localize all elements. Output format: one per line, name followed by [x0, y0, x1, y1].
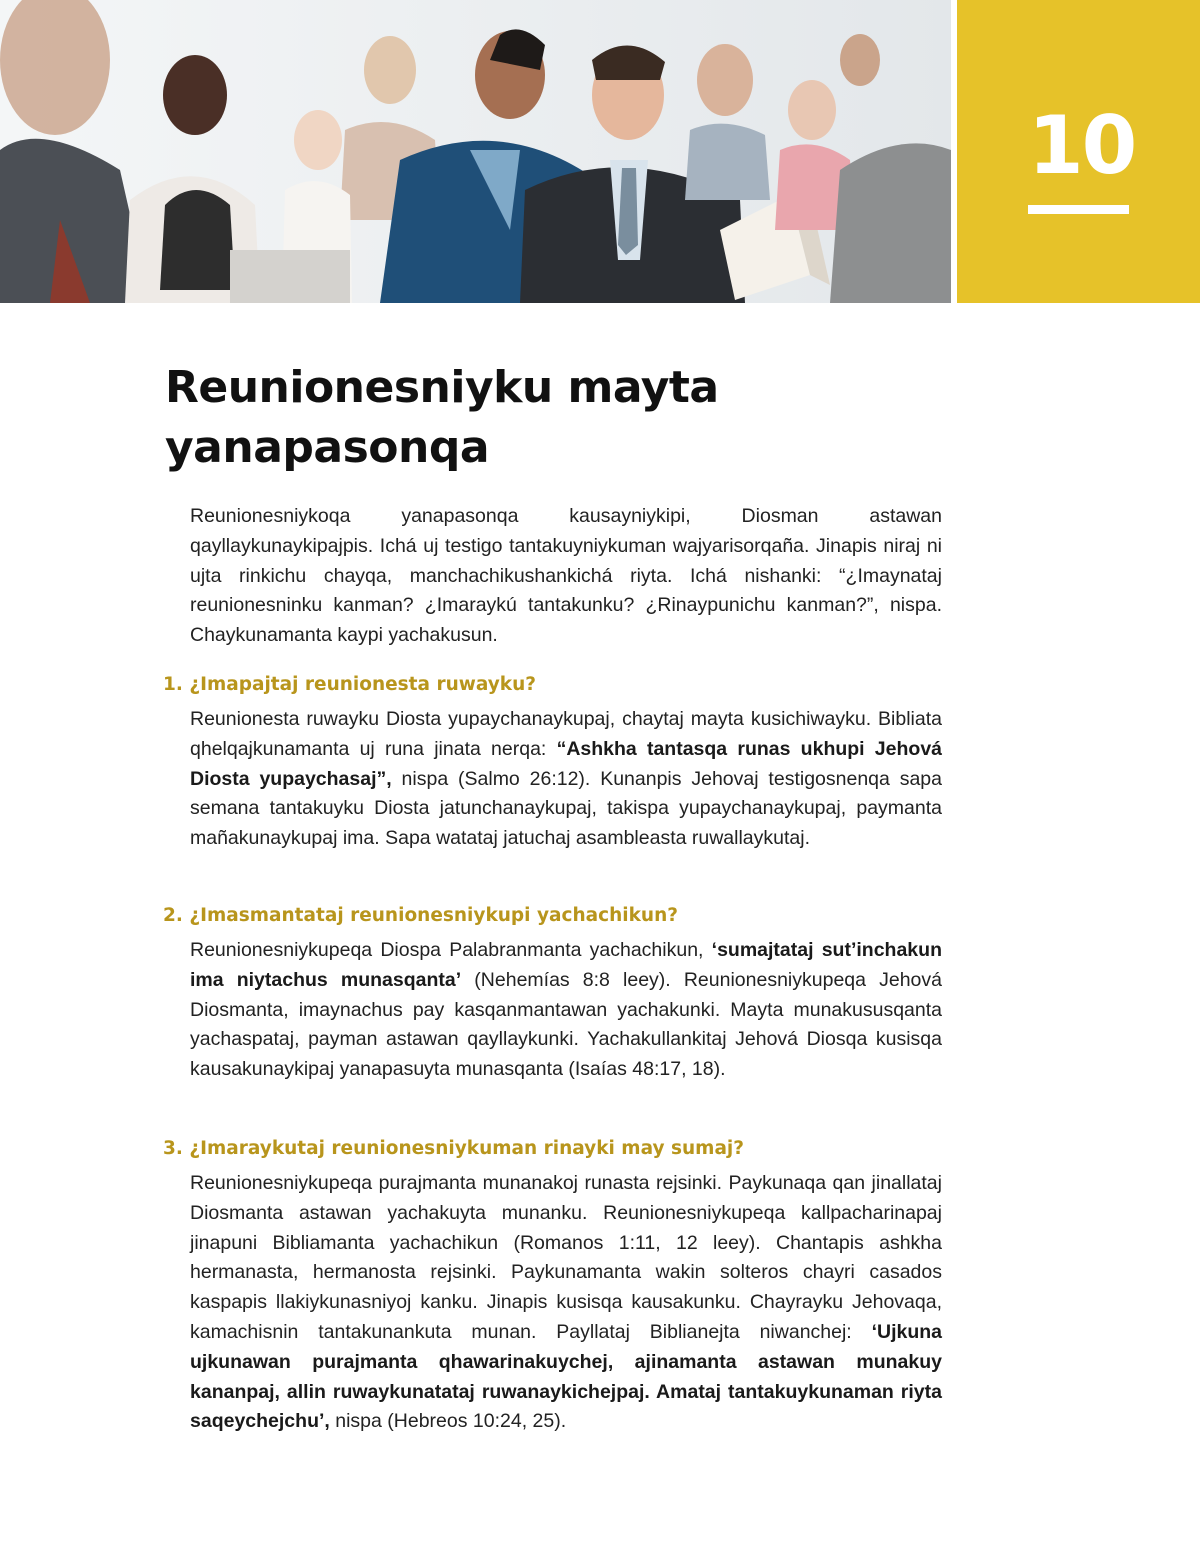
- lesson-number-badge: [957, 0, 1200, 303]
- answer-3: [190, 1169, 942, 1437]
- intro-paragraph: Reunionesniykoqa yanapasonqa kausayniykipi, Diosman astawan qayllaykunaykipajpis. Ichá uj testigo tantakuyniykuman wajyarisorqaña. Jinapis niraj ni ujta rinkichu chayqa, manchachikushankichá riyta. Ichá nishanki: “¿Imaynataj reunionesninku kanman? ¿Imaraykú tantakunku? ¿Rinaypunichu kanman?”, nispa. Chaykunamanta kaypi yachakusun.: [190, 505, 942, 647]
- header-photo: [0, 0, 951, 303]
- answer-1-text-end: nispa (Salmo 26:12). Kunanpis Jehovaj testigosnenqa sapa semana tantakuyku Diosta jatunchanaykupaj, takispa yupaychanaykupaj, paymanta mañakunaykupaj ima. Sapa watataj jatuchaj asambleasta ruwallaykutaj.: [190, 767, 942, 850]
- answer-2-text-end: (Nehemías 8:8 leey). Reunionesniykupeqa Jehová Diosmanta, imaynachus pay kasqanmantawan yachakunki. Mayta munakususqanta yachaspataj, payman astawan qayllaykunki. Yachakullankitaj Jehová Diosqa kusisqa kausakunaykipaj yanapasuyta munasqanta (Isaías 48:17, 18).: [190, 968, 942, 1081]
- answer-1-text: Reunionesta ruwayku Diosta yupaychanaykupaj, chaytaj mayta kusichiwayku. Bibliata qhelqajkunamanta uj runa jinata nerqa:: [190, 708, 942, 760]
- answer-3-text: Reunionesniykupeqa purajmanta munanakoj runasta rejsinki. Paykunaqa qan jinallataj Diosmanta astawan yachakuyta munanku. Reunionesniykupeqa kallpacharinapaj jinapuni Bibliamanta yachachikun (Romanos 1:11, 12 leey). Chantapis ashkha hermanasta, hermanosta rejsinki. Paykunamanta wakin solteros chayri casados kaspapis llakiykunasniyoj kanku. Jinapis kusisqa kausakunku. Chayrayku Jehovaqa, kamachisnin tantakunankuta munan. Payllataj Biblianejta niwanchej:: [190, 1172, 942, 1343]
- answer-2: [190, 936, 942, 1085]
- congregation-photo: [0, 0, 951, 303]
- lesson-number-underline: [1028, 205, 1129, 214]
- answer-3-text-end: nispa (Hebreos 10:24, 25).: [329, 1410, 567, 1433]
- answer-1: [190, 705, 942, 854]
- answer-3-quote: ‘Ujkuna ujkunawan purajmanta qhawarinakuychej, ajinamanta astawan munakuy kananpaj, allin ruwaykunatataj ruwanaykichejpaj. Amataj tantakuykunaman riyta saqeychejchu’,: [190, 1320, 942, 1433]
- answer-2-text: Reunionesniykupeqa Diospa Palabranmanta yachachikun,: [190, 939, 712, 961]
- answer-2-quote: ‘sumajtataj sut’inchakun ima niytachus munasqanta’: [190, 939, 942, 991]
- question-3: 3. ¿Imaraykutaj reunionesniykuman rinayki may sumaj?: [163, 1138, 745, 1159]
- question-2: 2. ¿Imasmantataj reunionesniykupi yachachikun?: [163, 905, 678, 926]
- lesson-number: 10: [1028, 99, 1136, 192]
- answer-1-quote: “Ashkha tantasqa runas ukhupi Jehová Diosta yupaychasaj”,: [190, 737, 943, 790]
- page-title: Reunionesniyku mayta yanapasonqa: [165, 362, 719, 473]
- question-1: 1. ¿Imapajtaj reunionesta ruwayku?: [163, 674, 537, 695]
